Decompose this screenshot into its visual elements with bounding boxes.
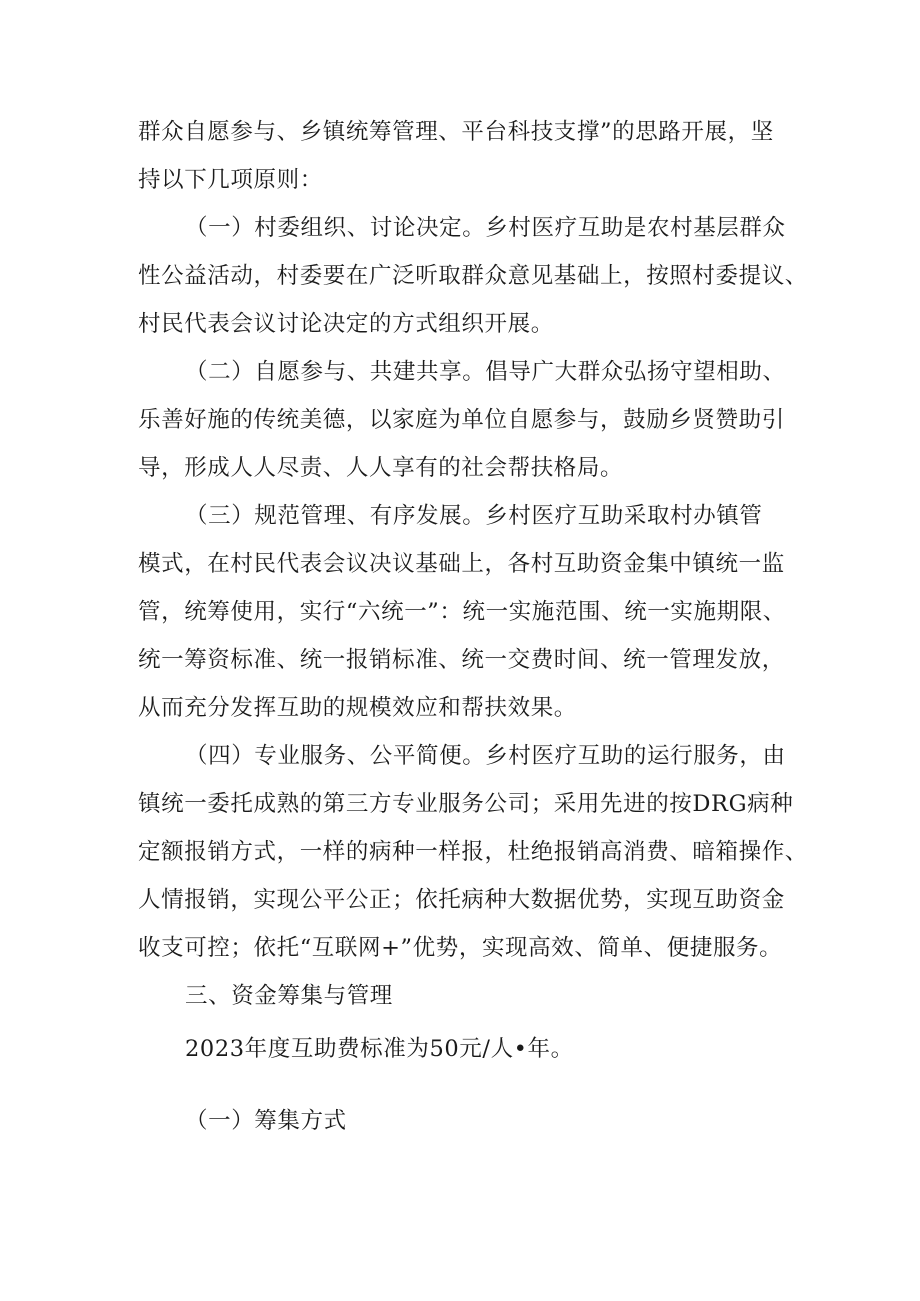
fee-standard-line: 2023年度互助费标准为50元/人•年。 bbox=[185, 1036, 574, 1062]
text-line: 模式，在村民代表会议决议基础上，各村互助资金集中镇统一监 bbox=[138, 551, 785, 577]
text-line: 定额报销方式，一样的病种一样报，杜绝报销高消费、暗箱操作、 bbox=[138, 839, 808, 865]
subsection-heading: （一）筹集方式 bbox=[185, 1108, 347, 1134]
paragraph-1-start: （一）村委组织、讨论决定。乡村医疗互助是农村基层群众 bbox=[185, 215, 786, 241]
text-line: 性公益活动，村委要在广泛听取群众意见基础上，按照村委提议、 bbox=[138, 263, 808, 289]
paragraph-4-start: （四）专业服务、公平简便。乡村医疗互助的运行服务，由 bbox=[185, 743, 786, 769]
text-line: 群众自愿参与、乡镇统筹管理、平台科技支撑”的思路开展，坚 bbox=[138, 119, 774, 145]
text-line: 管，统筹使用，实行“六统一”：统一实施范围、统一实施期限、 bbox=[138, 599, 786, 625]
paragraph-3-start: （三）规范管理、有序发展。乡村医疗互助采取村办镇管 bbox=[185, 503, 763, 529]
text-line: 统一筹资标准、统一报销标准、统一交费时间、统一管理发放， bbox=[138, 647, 785, 673]
text-line: 持以下几项原则： bbox=[138, 167, 323, 193]
paragraph-2-start: （二）自愿参与、共建共享。倡导广大群众弘扬守望相助、 bbox=[185, 359, 786, 385]
text-line: 村民代表会议讨论决定的方式组织开展。 bbox=[138, 311, 554, 337]
text-line: 收支可控；依托“互联网+”优势，实现高效、简单、便捷服务。 bbox=[138, 935, 783, 961]
text-line: 乐善好施的传统美德，以家庭为单位自愿参与，鼓励乡贤赞助引 bbox=[138, 407, 785, 433]
text-line: 导，形成人人尽责、人人享有的社会帮扶格局。 bbox=[138, 455, 624, 481]
section-heading: 三、资金筹集与管理 bbox=[185, 983, 393, 1009]
text-line: 人情报销，实现公平公正；依托病种大数据优势，实现互助资金 bbox=[138, 887, 785, 913]
text-line: 镇统一委托成熟的第三方专业服务公司；采用先进的按DRG病种 bbox=[138, 791, 794, 817]
text-line: 从而充分发挥互助的规模效应和帮扶效果。 bbox=[138, 695, 577, 721]
